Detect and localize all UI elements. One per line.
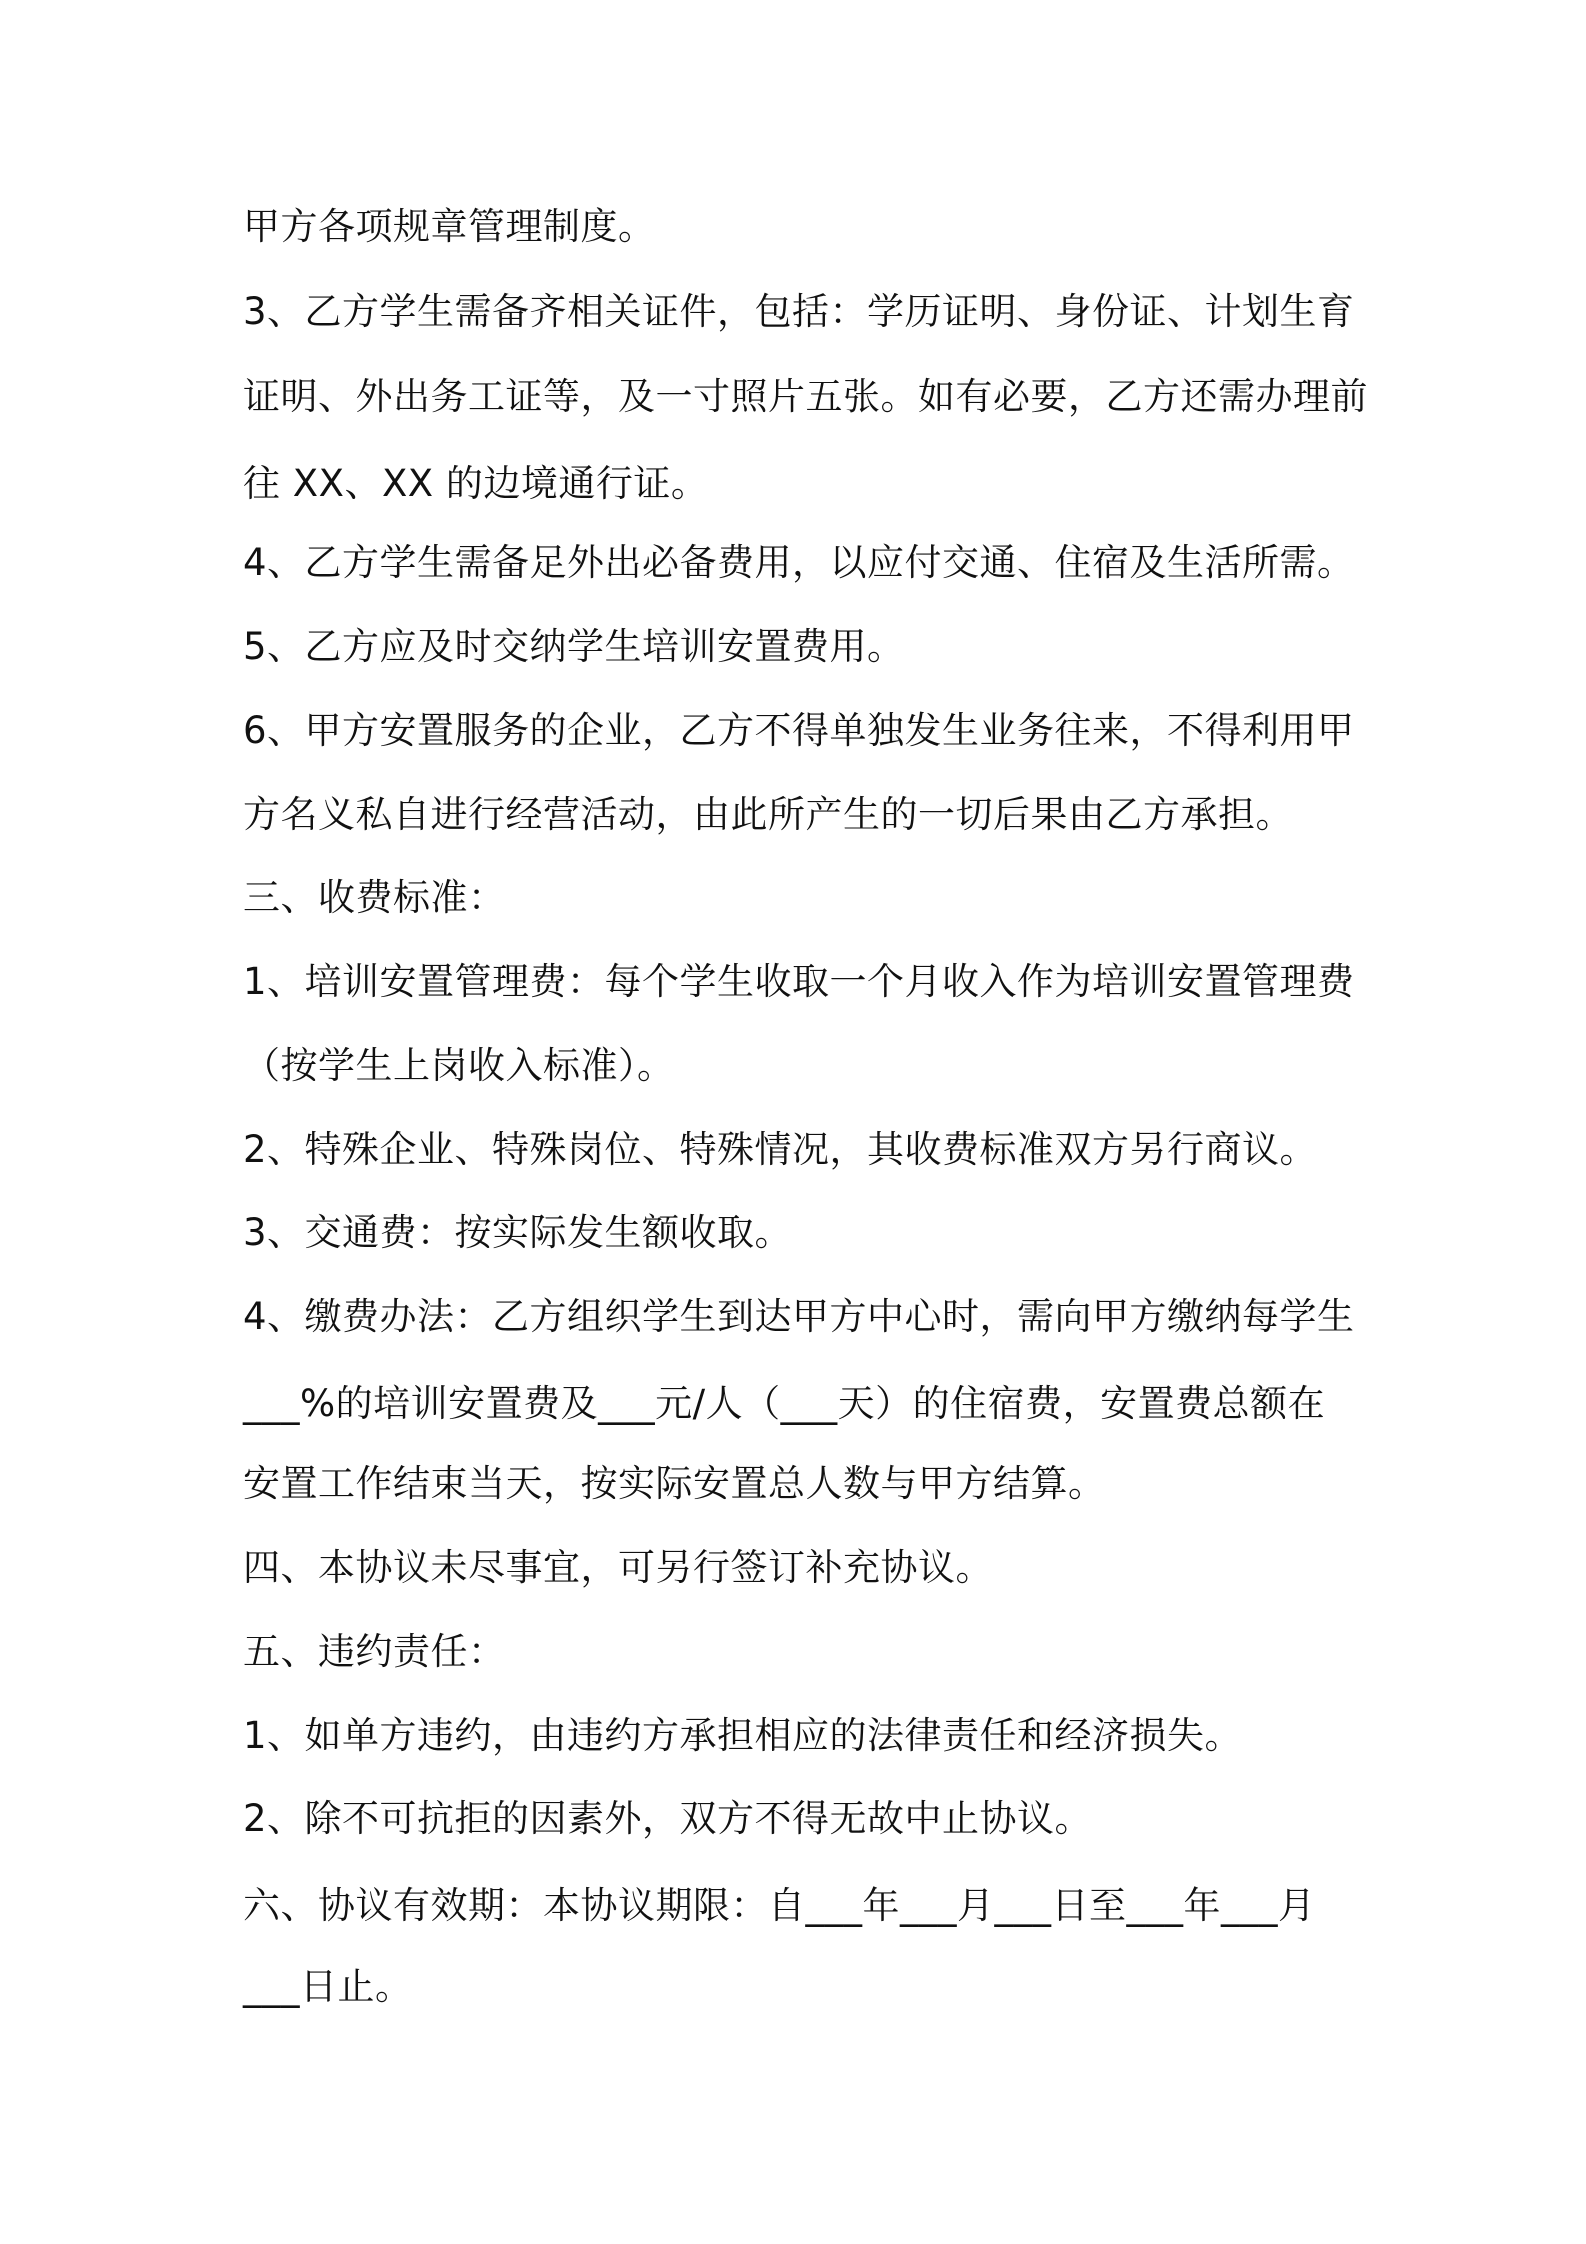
text-line: 3、交通费：按实际发生额收取。 bbox=[243, 1211, 793, 1254]
text-line: 6、甲方安置服务的企业，乙方不得单独发生业务往来，不得利用甲 bbox=[243, 709, 1355, 752]
text-line: 5、乙方应及时交纳学生培训安置费用。 bbox=[243, 625, 905, 668]
text-line: 方名义私自进行经营活动，由此所产生的一切后果由乙方承担。 bbox=[243, 793, 1293, 836]
text-line: 证明、外出务工证等，及一寸照片五张。如有必要，乙方还需办理前 bbox=[243, 375, 1368, 418]
text-line: 3、乙方学生需备齐相关证件，包括：学历证明、身份证、计划生育 bbox=[243, 290, 1355, 333]
section-heading: 六、协议有效期：本协议期限：自___年___月___日至___年___月 bbox=[243, 1884, 1316, 1927]
text-line: 甲方各项规章管理制度。 bbox=[243, 205, 656, 248]
text-line: 往 XX、XX 的边境通行证。 bbox=[243, 462, 709, 505]
text-line: ___日止。 bbox=[243, 1965, 413, 2008]
text-line: ___%的培训安置费及___元/人（___天）的住宿费，安置费总额在 bbox=[243, 1382, 1326, 1425]
text-line: 安置工作结束当天，按实际安置总人数与甲方结算。 bbox=[243, 1462, 1106, 1505]
section-heading: 四、本协议未尽事宜，可另行签订补充协议。 bbox=[243, 1546, 993, 1589]
section-heading: 五、违约责任： bbox=[243, 1630, 506, 1673]
text-line: 1、培训安置管理费：每个学生收取一个月收入作为培训安置管理费 bbox=[243, 960, 1355, 1003]
text-line: 2、除不可抗拒的因素外，双方不得无故中止协议。 bbox=[243, 1797, 1093, 1840]
text-line: 4、乙方学生需备足外出必备费用，以应付交通、住宿及生活所需。 bbox=[243, 541, 1355, 584]
text-line: 4、缴费办法：乙方组织学生到达甲方中心时，需向甲方缴纳每学生 bbox=[243, 1295, 1355, 1338]
section-heading: 三、收费标准： bbox=[243, 876, 506, 919]
text-line: 1、如单方违约，由违约方承担相应的法律责任和经济损失。 bbox=[243, 1714, 1243, 1757]
text-line: 2、特殊企业、特殊岗位、特殊情况，其收费标准双方另行商议。 bbox=[243, 1128, 1318, 1171]
text-line: （按学生上岗收入标准）。 bbox=[243, 1044, 675, 1087]
